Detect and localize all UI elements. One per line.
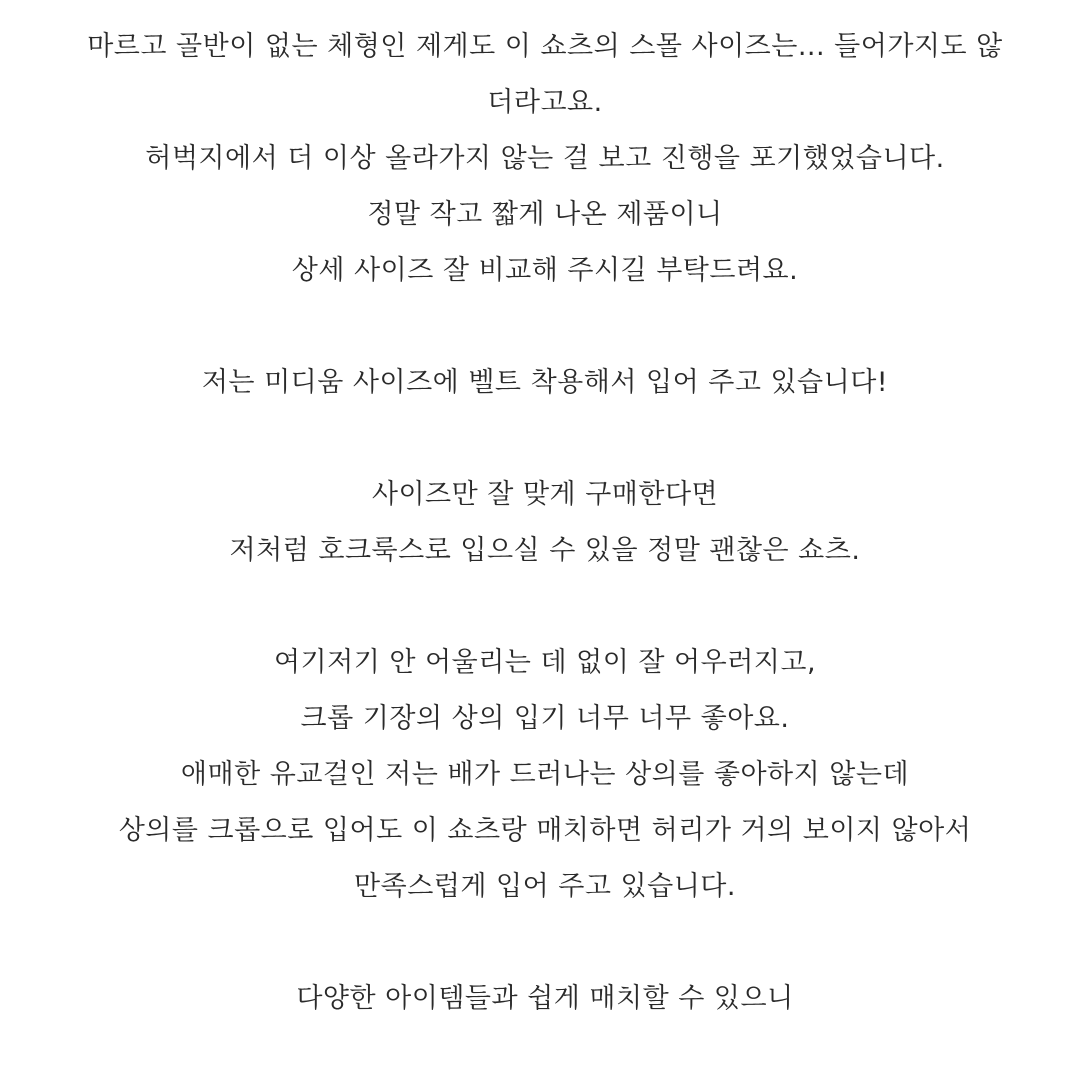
- review-line: 상의를 크롭으로 입어도 이 쇼츠랑 매치하면 허리가 거의 보이지 않아서: [118, 815, 972, 846]
- review-line: 더라고요.: [487, 87, 603, 118]
- review-line: 상세 사이즈 잘 비교해 주시길 부탁드려요.: [291, 255, 799, 286]
- paragraph-gap: [0, 915, 1090, 971]
- paragraph-gap: [0, 299, 1090, 355]
- paragraph-gap: [0, 411, 1090, 467]
- review-line: 사이즈만 잘 맞게 구매한다면: [371, 479, 719, 510]
- review-line: 마르고 골반이 없는 체형인 제게도 이 쇼츠의 스몰 사이즈는... 들어가지도 않: [87, 31, 1003, 62]
- review-line: 만족스럽게 입어 주고 있습니다.: [354, 871, 736, 902]
- review-line: 크롭 기장의 상의 입기 너무 너무 좋아요.: [300, 703, 790, 734]
- review-line: 정말 작고 짧게 나온 제품이니: [367, 199, 723, 230]
- review-line-cut-bottom: [0, 1027, 1090, 1083]
- paragraph-gap: [0, 579, 1090, 635]
- review-line: 여기저기 안 어울리는 데 없이 잘 어우러지고,: [273, 647, 817, 678]
- review-line: 허벅지에서 더 이상 올라가지 않는 걸 보고 진행을 포기했었습니다.: [145, 143, 945, 174]
- review-line: 애매한 유교걸인 저는 배가 드러나는 상의를 좋아하지 않는데: [180, 759, 910, 790]
- review-line: 저는 미디움 사이즈에 벨트 착용해서 입어 주고 있습니다!: [201, 367, 889, 398]
- review-line: 저처럼 호크룩스로 입으실 수 있을 정말 괜찮은 쇼츠.: [229, 535, 861, 566]
- review-line-cut-top: [0, 0, 1090, 19]
- review-line: 다양한 아이템들과 쉽게 매치할 수 있으니: [296, 983, 794, 1014]
